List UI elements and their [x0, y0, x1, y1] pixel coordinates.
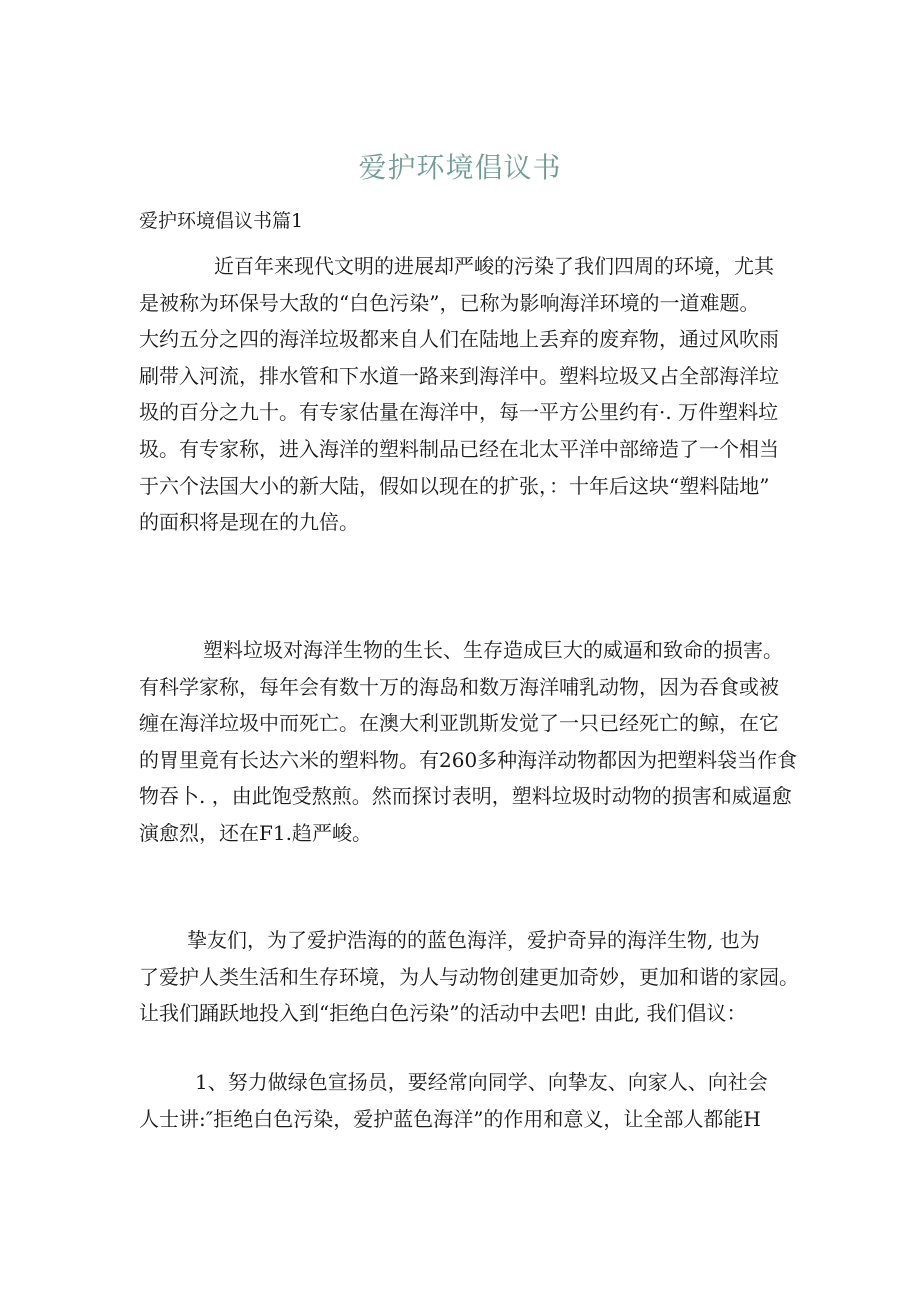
paragraph-line: 让我们踊跃地投入到“拒绝白色污染”的活动中去吧! 由此, 我们倡议：: [139, 1001, 747, 1026]
paragraph-2: [139, 632, 798, 852]
paragraph-line: 圾。有专家称，进入海洋的塑料制品已经在北太平洋中部缔造了一个相当: [139, 436, 779, 461]
paragraph-line: 人士讲:″拒绝白色污染，爱护蓝色海洋”的作用和意义，让全部人都能H: [139, 1106, 761, 1131]
paragraph-4: [139, 1064, 794, 1137]
paragraph-line: 了爱护人类生活和生存环境，为人与动物创建更加奇妙，更加和谐的家园。: [139, 964, 799, 989]
section-heading: 爱护环境倡议书篇1: [139, 210, 304, 232]
paragraph-1: [139, 248, 794, 541]
paragraph-line: 近百年来现代文明的进展却严峻的污染了我们四周的环境，尤其: [214, 254, 774, 278]
paragraph-line: 大约五分之四的海洋垃圾都来自人们在陆地上丢弃的废弃物，通过风吹雨: [139, 327, 779, 352]
paragraph-line: 的面积将是现在的九倍。: [139, 510, 359, 535]
paragraph-line: 于六个法国大小的新大陆，假如以现在的扩张，：十年后这块“塑料陆地”: [139, 473, 770, 498]
paragraph-line: 有科学家称，每年会有数十万的海岛和数万海洋哺乳动物，因为吞食或被: [139, 674, 779, 699]
paragraph-line: 刷带入河流，排水管和下水道一路来到海洋中。塑料垃圾又占全部海洋垃: [139, 363, 779, 388]
paragraph-line: 挚友们，为了爱护浩海的的蓝色海洋，爱护奇异的海洋生物, 也为: [187, 928, 760, 952]
paragraph-line: 演愈烈，还在F1.趋严峻。: [139, 820, 372, 845]
paragraph-line: 的胃里竟有长达六米的塑料物。有260多种海洋动物都因为把塑料袋当作食: [139, 747, 798, 772]
paragraph-line: 物吞卜. ，由此饱受熬煎。然而探讨表明，塑料垃圾时动物的损害和威逼愈: [139, 784, 792, 809]
paragraph-line: 是被称为环保号大敌的“白色污染”，已称为影响海洋环境的一道难题。: [139, 290, 760, 315]
document-title: 爱护环境倡议书: [358, 151, 562, 184]
paragraph-line: 塑料垃圾对海洋生物的生长、生存造成巨大的威逼和致命的损害。: [203, 638, 783, 662]
paragraph-3: [139, 922, 799, 1032]
paragraph-line: 1、努力做绿色宣扬员，要经常向同学、向挚友、向家人、向社会: [195, 1070, 768, 1094]
paragraph-line: 缠在海洋垃圾中而死亡。在澳大利亚凯斯发觉了一只已经死亡的鲸，在它: [139, 711, 779, 736]
paragraph-line: 圾的百分之九十。有专家估量在海洋中，每一平方公里约有·. 万件塑料垃: [139, 400, 779, 425]
